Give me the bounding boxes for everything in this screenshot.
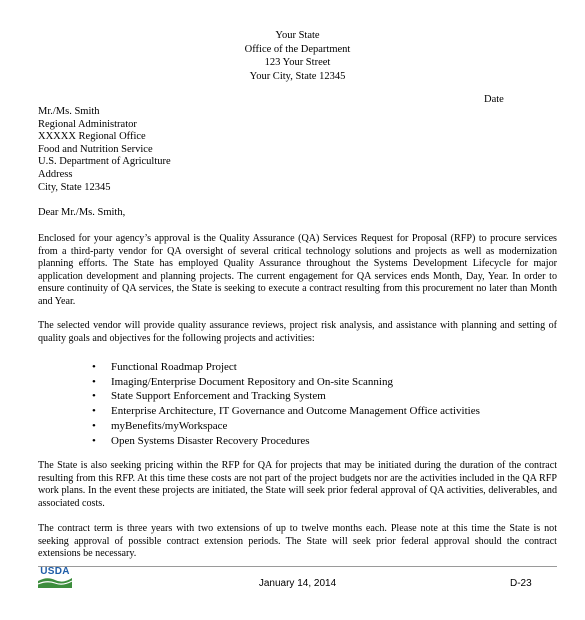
paragraph-vendor-scope: The selected vendor will provide quality assurance reviews, project risk analysis, and assistance with planning and setting of quality goals and objectives for the following projects and activities: <box>38 320 557 344</box>
list-item <box>90 404 480 419</box>
recipient-title: Regional Administrator <box>38 118 137 130</box>
list-item <box>90 360 480 375</box>
paragraph-contract-term: The contract term is three years with two extensions of up to twelve months each. Please note at this time the State is not seeking approval of possible contract extension periods. The State will seek prior federal approval should the contract extensions be necessary. <box>38 523 557 559</box>
list-item-text: Functional Roadmap Project <box>111 361 237 373</box>
paragraph-pricing: The State is also seeking pricing within the RFP for QA for projects that may be initiated during the duration of the contract resulting from this RFP. At this time these costs are not part of the project budgets nor are the activities included in the QA RFP work plans. In the event these projects are initiated, the State will seek prior federal approval of QA activities, deliverables, and associated costs. <box>38 460 557 509</box>
list-item <box>90 434 480 449</box>
footer-page-code: D-23 <box>510 578 532 589</box>
letter-date: Date <box>484 94 504 105</box>
usda-logo-text: USDA <box>40 566 70 577</box>
list-item <box>90 375 480 390</box>
bullet-icon: • <box>92 390 96 403</box>
list-item-text: State Support Enforcement and Tracking System <box>111 390 326 403</box>
recipient-name: Mr./Ms. Smith <box>38 106 100 117</box>
sender-street: 123 Your Street <box>264 57 331 68</box>
list-item <box>90 389 480 404</box>
bullet-icon: • <box>92 434 96 447</box>
recipient-department: U.S. Department of Agriculture <box>38 156 171 168</box>
list-item-text: Imaging/Enterprise Document Repository and On-site Scanning <box>111 375 393 388</box>
bullet-icon: • <box>92 375 96 388</box>
projects-list <box>90 360 480 448</box>
salutation: Dear Mr./Ms. Smith, <box>38 207 126 218</box>
recipient-office: XXXXX Regional Office <box>38 131 146 143</box>
recipient-city: City, State 12345 <box>38 181 111 193</box>
sender-office: Office of the Department <box>244 43 351 55</box>
list-item <box>90 419 480 434</box>
bullet-icon: • <box>92 405 96 418</box>
bullet-icon: • <box>92 419 96 432</box>
sender-state: Your State <box>275 30 320 41</box>
list-item-text: Enterprise Architecture, IT Governance and Outcome Management Office activities <box>111 405 480 418</box>
sender-city: Your City, State 12345 <box>249 70 346 82</box>
recipient-address: Address <box>38 168 73 180</box>
sender-address-block <box>0 29 585 83</box>
list-item-text: Open Systems Disaster Recovery Procedures <box>111 434 310 447</box>
list-item-text: myBenefits/myWorkspace <box>111 419 228 432</box>
recipient-address-block <box>38 106 171 194</box>
footer-date: January 14, 2014 <box>258 578 337 589</box>
recipient-service: Food and Nutrition Service <box>38 143 153 155</box>
bullet-icon: • <box>92 361 96 373</box>
paragraph-intro: Enclosed for your agency’s approval is the Quality Assurance (QA) Services Request for Proposal (RFP) to procure services from a third-party vendor for QA oversight of several critical technology solutions and projects as well as modernization planning efforts. The State has employed Quality Assurance throughout the Systems Development Lifecycle for major application development and planning projects. The current engagement for QA services ends Month, Day, Year. In order to ensure continuity of QA services, the State is seeking to execute a contract resulting from this procurement no later than Month and Year. <box>38 233 557 307</box>
footer-divider <box>38 566 557 567</box>
